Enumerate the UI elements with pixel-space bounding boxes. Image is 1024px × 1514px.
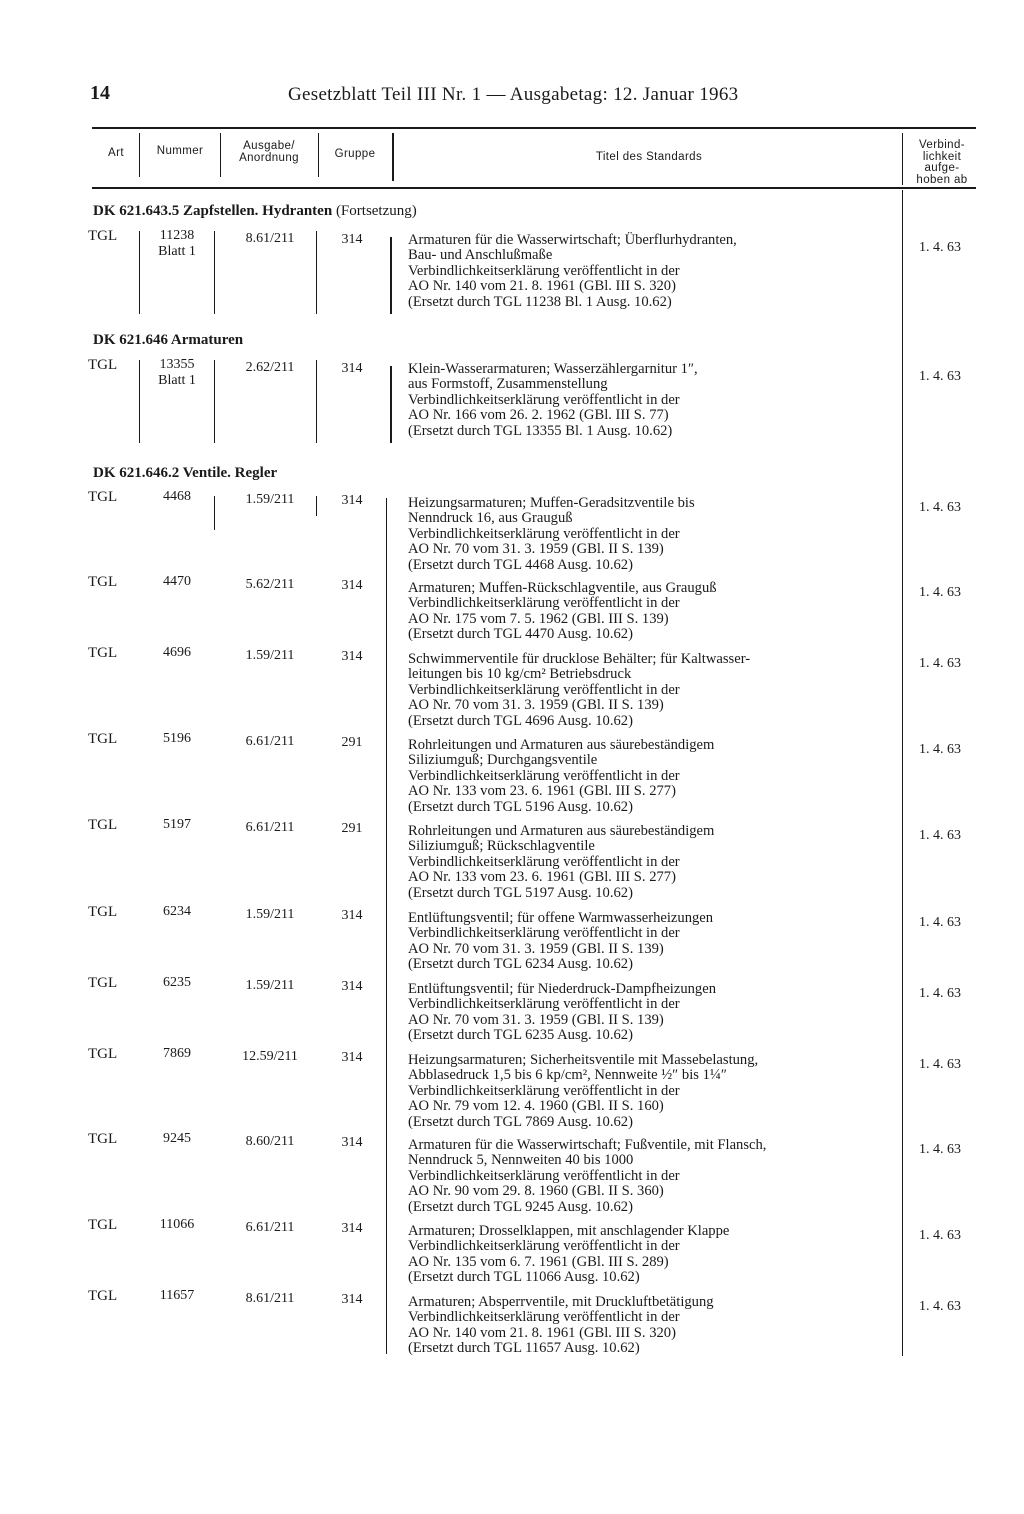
cell-gruppe: 314	[341, 1292, 363, 1307]
title-line: (Ersetzt durch TGL 5197 Ausg. 10.62)	[408, 884, 633, 901]
cell-nummer	[140, 1288, 214, 1304]
cell-title	[408, 362, 888, 439]
cell-art: TGL	[88, 975, 118, 991]
title-line: Entlüftungsventil; für offene Warmwasserheizungen	[408, 910, 714, 926]
column-divider	[214, 231, 215, 314]
cell-date: 1. 4. 63	[919, 500, 961, 515]
cell-nummer	[140, 357, 214, 389]
cell-ausgabe: 2.62/211	[245, 360, 295, 375]
col-header-titel: Titel des Standards	[595, 151, 703, 163]
title-line: Armaturen für die Wasserwirtschaft; Überflurhydranten,	[408, 232, 737, 248]
column-divider	[214, 360, 215, 443]
title-line: Siliziumguß; Durchgangsventile	[408, 752, 598, 769]
title-line: AO Nr. 90 vom 29. 8. 1960 (GBl. II S. 360)	[408, 1183, 664, 1200]
col-header-verbind-line: Verbind-	[918, 139, 966, 151]
cell-art: TGL	[88, 817, 118, 833]
title-line: (Ersetzt durch TGL 4470 Ausg. 10.62)	[408, 626, 633, 643]
title-line: Verbindlichkeitserklärung veröffentlicht in der	[408, 767, 680, 784]
cell-ausgabe: 1.59/211	[245, 648, 295, 663]
title-line: (Ersetzt durch TGL 13355 Bl. 1 Ausg. 10.62)	[408, 422, 673, 439]
cell-art: TGL	[88, 645, 118, 661]
cell-title	[408, 496, 888, 573]
cell-ausgabe: 1.59/211	[245, 978, 295, 993]
cell-ausgabe: 8.60/211	[245, 1134, 295, 1149]
section-heading-text: DK 621.646 Armaturen	[93, 332, 244, 348]
title-line: Abblasedruck 1,5 bis 6 kp/cm², Nennweite ½″ bis 1¼″	[408, 1067, 727, 1084]
cell-title	[408, 233, 888, 310]
cell-nummer	[140, 817, 214, 833]
cell-ausgabe: 6.61/211	[245, 734, 295, 749]
cell-date: 1. 4. 63	[919, 585, 961, 600]
cell-nummer	[140, 904, 214, 920]
column-divider	[316, 496, 317, 516]
title-line: Heizungsarmaturen; Muffen-Geradsitzventile bis	[408, 495, 695, 511]
cell-title	[408, 1224, 888, 1286]
section-heading-text: DK 621.643.5 Zapfstellen. Hydranten	[93, 203, 333, 219]
cell-nummer-value: 11066	[159, 1217, 195, 1232]
cell-nummer-value: 4468	[163, 489, 191, 504]
cell-ausgabe: 5.62/211	[245, 577, 295, 592]
title-line: AO Nr. 140 vom 21. 8. 1961 (GBl. III S. 320)	[408, 1324, 676, 1341]
cell-date: 1. 4. 63	[919, 828, 961, 843]
cell-date: 1. 4. 63	[919, 1142, 961, 1157]
col-header-verbind-line: aufge-	[924, 162, 960, 174]
cell-title	[408, 581, 888, 643]
cell-gruppe: 314	[341, 1135, 363, 1150]
cell-gruppe: 314	[341, 1221, 363, 1236]
cell-art: TGL	[88, 228, 118, 244]
title-line: (Ersetzt durch TGL 11657 Ausg. 10.62)	[408, 1340, 640, 1357]
title-line: Armaturen; Absperrventile, mit Druckluftbetätigung	[408, 1294, 714, 1310]
page-number: 14	[90, 82, 110, 104]
col-header-verbind-line: lichkeit	[922, 150, 962, 163]
title-line: Verbindlichkeitserklärung veröffentlicht in der	[408, 1167, 680, 1184]
cell-nummer-value: 9245	[163, 1131, 191, 1146]
cell-gruppe: 314	[341, 649, 363, 664]
title-line: (Ersetzt durch TGL 6234 Ausg. 10.62)	[408, 956, 633, 973]
title-line: AO Nr. 70 vom 31. 3. 1959 (GBl. II S. 139)	[408, 1011, 664, 1028]
cell-date: 1. 4. 63	[919, 369, 961, 384]
title-line: Verbindlichkeitserklärung veröffentlicht in der	[408, 925, 680, 942]
column-divider	[390, 366, 392, 443]
title-line: Verbindlichkeitserklärung veröffentlicht in der	[408, 1238, 680, 1255]
title-line: (Ersetzt durch TGL 6235 Ausg. 10.62)	[408, 1027, 633, 1044]
column-divider	[316, 360, 317, 443]
section-heading	[93, 332, 243, 349]
title-line: AO Nr. 70 vom 31. 3. 1959 (GBl. II S. 139)	[408, 940, 664, 957]
title-line: AO Nr. 175 vom 7. 5. 1962 (GBl. III S. 139)	[408, 610, 669, 627]
cell-art: TGL	[88, 731, 118, 747]
title-line: leitungen bis 10 kg/cm² Betriebsdruck	[408, 666, 632, 683]
cell-ausgabe: 6.61/211	[245, 820, 295, 835]
title-line: Verbindlichkeitserklärung veröffentlicht in der	[408, 391, 680, 408]
title-line: Nenndruck 16, aus Grauguß	[408, 510, 573, 527]
cell-nummer	[140, 228, 214, 260]
cell-nummer-value: 11657	[159, 1288, 195, 1303]
cell-nummer	[140, 1131, 214, 1147]
cell-nummer-value: 4470	[163, 574, 191, 589]
cell-date: 1. 4. 63	[919, 1228, 961, 1243]
title-line: (Ersetzt durch TGL 9245 Ausg. 10.62)	[408, 1198, 633, 1215]
cell-nummer-value: 7869	[163, 1046, 191, 1061]
cell-nummer-value: 4696	[163, 645, 191, 660]
title-line: AO Nr. 133 vom 23. 6. 1961 (GBl. III S. 277)	[408, 869, 676, 886]
cell-title	[408, 1053, 888, 1130]
title-line: Klein-Wasserarmaturen; Wasserzählergarnitur 1″,	[408, 361, 698, 377]
section-heading	[93, 203, 417, 220]
col-header-ausgabe-line: Anordnung	[239, 152, 299, 164]
title-line: Heizungsarmaturen; Sicherheitsventile mit Massebelastung,	[408, 1052, 759, 1068]
cell-title	[408, 738, 888, 815]
column-divider	[139, 360, 140, 443]
col-header-ausgabe-line: Ausgabe/	[243, 140, 295, 152]
cell-art: TGL	[88, 574, 118, 590]
cell-title	[408, 911, 888, 973]
title-line: Armaturen; Muffen-Rückschlagventile, aus Grauguß	[408, 580, 717, 596]
cell-date: 1. 4. 63	[919, 656, 961, 671]
cell-nummer	[140, 1046, 214, 1062]
title-line: Verbindlichkeitserklärung veröffentlicht in der	[408, 1082, 680, 1099]
cell-date: 1. 4. 63	[919, 1057, 961, 1072]
title-line: Bau- und Anschlußmaße	[408, 247, 553, 264]
title-line: Verbindlichkeitserklärung veröffentlicht in der	[408, 595, 680, 612]
title-line: Siliziumguß; Rückschlagventile	[408, 838, 595, 855]
cell-gruppe: 314	[341, 1050, 363, 1065]
cell-nummer-value: 11238	[159, 228, 195, 243]
title-line: Entlüftungsventil; für Niederdruck-Dampfheizungen	[408, 981, 716, 997]
title-line: Verbindlichkeitserklärung veröffentlicht in der	[408, 525, 680, 542]
column-divider	[139, 231, 140, 314]
title-line: (Ersetzt durch TGL 4468 Ausg. 10.62)	[408, 556, 633, 573]
cell-nummer-value: 6234	[163, 904, 191, 919]
page-title: Gesetzblatt Teil III Nr. 1 — Ausgabetag: 12. Januar 1963	[288, 84, 739, 105]
title-line: AO Nr. 133 vom 23. 6. 1961 (GBl. III S. 277)	[408, 783, 676, 800]
cell-date: 1. 4. 63	[919, 1299, 961, 1314]
col-header-verbind-line: hoben ab	[916, 173, 968, 186]
cell-gruppe: 314	[341, 979, 363, 994]
title-line: Schwimmerventile für drucklose Behälter; für Kaltwasser-	[408, 651, 751, 667]
cell-blatt: Blatt 1	[158, 244, 196, 259]
title-line: AO Nr. 140 vom 21. 8. 1961 (GBl. III S. 320)	[408, 278, 676, 295]
cell-art: TGL	[88, 489, 118, 505]
title-line: Armaturen; Drosselklappen, mit anschlagender Klappe	[408, 1223, 730, 1239]
title-line: Rohrleitungen und Armaturen aus säurebeständigem	[408, 823, 715, 839]
cell-date: 1. 4. 63	[919, 240, 961, 255]
cell-date: 1. 4. 63	[919, 986, 961, 1001]
title-line: AO Nr. 166 vom 26. 2. 1962 (GBl. III S. 77)	[408, 407, 669, 424]
title-line: Armaturen für die Wasserwirtschaft; Fußventile, mit Flansch,	[408, 1137, 767, 1153]
cell-title	[408, 982, 888, 1044]
cell-art: TGL	[88, 1046, 118, 1062]
title-line: (Ersetzt durch TGL 5196 Ausg. 10.62)	[408, 798, 633, 815]
cell-nummer-value: 6235	[163, 975, 191, 990]
title-line: AO Nr. 70 vom 31. 3. 1959 (GBl. II S. 139)	[408, 697, 664, 714]
title-line: Rohrleitungen und Armaturen aus säurebeständigem	[408, 737, 715, 753]
cell-gruppe: 314	[341, 232, 363, 247]
cell-gruppe: 314	[341, 493, 363, 508]
cell-art: TGL	[88, 904, 118, 920]
col-header-nummer: Nummer	[156, 145, 204, 157]
cell-nummer	[140, 731, 214, 747]
cell-gruppe: 314	[341, 361, 363, 376]
cell-nummer	[140, 489, 214, 505]
section-heading	[93, 465, 277, 482]
title-line: Nenndruck 5, Nennweiten 40 bis 1000	[408, 1152, 634, 1169]
cell-title	[408, 824, 888, 901]
title-line: (Ersetzt durch TGL 7869 Ausg. 10.62)	[408, 1113, 633, 1130]
cell-date: 1. 4. 63	[919, 915, 961, 930]
cell-date: 1. 4. 63	[919, 742, 961, 757]
column-divider	[316, 231, 317, 314]
cell-gruppe: 314	[341, 578, 363, 593]
cell-nummer	[140, 1217, 214, 1233]
cell-ausgabe: 8.61/211	[245, 231, 295, 246]
cell-blatt: Blatt 1	[158, 373, 196, 388]
title-line: aus Formstoff, Zusammenstellung	[408, 376, 608, 393]
section-heading-suffix: (Fortsetzung)	[335, 203, 417, 219]
cell-nummer-value: 13355	[159, 357, 195, 372]
section-heading-text: DK 621.646.2 Ventile. Regler	[93, 465, 278, 481]
cell-nummer-value: 5197	[163, 817, 191, 832]
cell-ausgabe: 6.61/211	[245, 1220, 295, 1235]
title-line: AO Nr. 70 vom 31. 3. 1959 (GBl. II S. 139)	[408, 541, 664, 558]
cell-ausgabe: 1.59/211	[245, 907, 295, 922]
cell-nummer-value: 5196	[163, 731, 191, 746]
col-header-gruppe: Gruppe	[334, 148, 376, 160]
title-line: Verbindlichkeitserklärung veröffentlicht in der	[408, 853, 680, 870]
cell-gruppe: 291	[341, 821, 363, 836]
cell-title	[408, 1138, 888, 1215]
title-line: Verbindlichkeitserklärung veröffentlicht in der	[408, 996, 680, 1013]
cell-gruppe: 314	[341, 908, 363, 923]
column-divider	[386, 498, 387, 1354]
cell-art: TGL	[88, 1131, 118, 1147]
title-line: AO Nr. 79 vom 12. 4. 1960 (GBl. II S. 160)	[408, 1098, 664, 1115]
cell-title	[408, 1295, 888, 1357]
col-header-art: Art	[108, 147, 124, 159]
title-line: (Ersetzt durch TGL 11066 Ausg. 10.62)	[408, 1269, 640, 1286]
cell-nummer	[140, 645, 214, 661]
title-line: Verbindlichkeitserklärung veröffentlicht in der	[408, 681, 680, 698]
cell-art: TGL	[88, 357, 118, 373]
column-divider	[214, 496, 215, 530]
cell-art: TGL	[88, 1217, 118, 1233]
cell-ausgabe: 1.59/211	[245, 492, 295, 507]
title-line: (Ersetzt durch TGL 11238 Bl. 1 Ausg. 10.62)	[408, 293, 672, 310]
title-line: (Ersetzt durch TGL 4696 Ausg. 10.62)	[408, 712, 633, 729]
column-divider	[390, 237, 392, 314]
title-line: AO Nr. 135 vom 6. 7. 1961 (GBl. III S. 289)	[408, 1253, 669, 1270]
cell-art: TGL	[88, 1288, 118, 1304]
title-line: Verbindlichkeitserklärung veröffentlicht in der	[408, 1309, 680, 1326]
cell-nummer	[140, 975, 214, 991]
cell-ausgabe: 12.59/211	[242, 1049, 298, 1064]
cell-title	[408, 652, 888, 729]
cell-gruppe: 291	[341, 735, 363, 750]
cell-ausgabe: 8.61/211	[245, 1291, 295, 1306]
title-line: Verbindlichkeitserklärung veröffentlicht in der	[408, 262, 680, 279]
cell-nummer	[140, 574, 214, 590]
